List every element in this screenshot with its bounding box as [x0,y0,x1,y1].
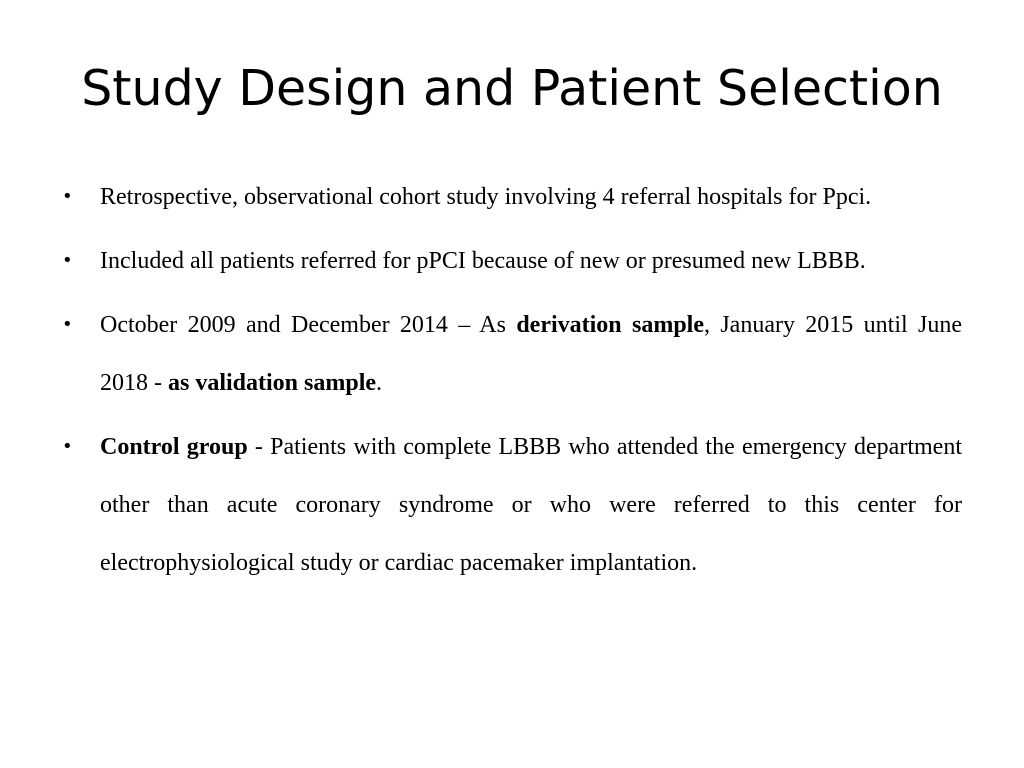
bullet-bold-control-group: Control group [100,434,248,460]
bullet-item-control-group [62,418,962,592]
bullet-icon: • [62,250,73,271]
bullet-item-inclusion [62,232,962,290]
bullet-text-part: . [376,370,383,396]
bullet-bold-validation: as validation sample [168,370,377,396]
bullet-icon: • [62,314,73,335]
bullet-text-part: , January 2015 until June 2018 - [100,312,962,396]
bullet-item-samples [62,296,962,412]
bullet-bold-derivation: derivation sample [516,312,704,338]
bullet-text: Retrospective, observational cohort study involving 4 referral hospitals for Ppci. [100,184,872,210]
bullet-list [62,168,962,598]
bullet-item-study-type [62,168,962,226]
bullet-icon: • [62,436,73,457]
bullet-text: Included all patients referred for pPCI because of new or presumed new LBBB. [100,248,866,274]
bullet-text-part: October 2009 and December 2014 – As [100,312,517,338]
slide-title: Study Design and Patient Selection [81,60,943,117]
bullet-text-part: - Patients with complete LBBB who attended the emergency department other than acute coronary syndrome or who were referred to this center for electrophysiological study or cardiac pacemaker implantation. [100,434,962,576]
bullet-icon: • [62,186,73,207]
